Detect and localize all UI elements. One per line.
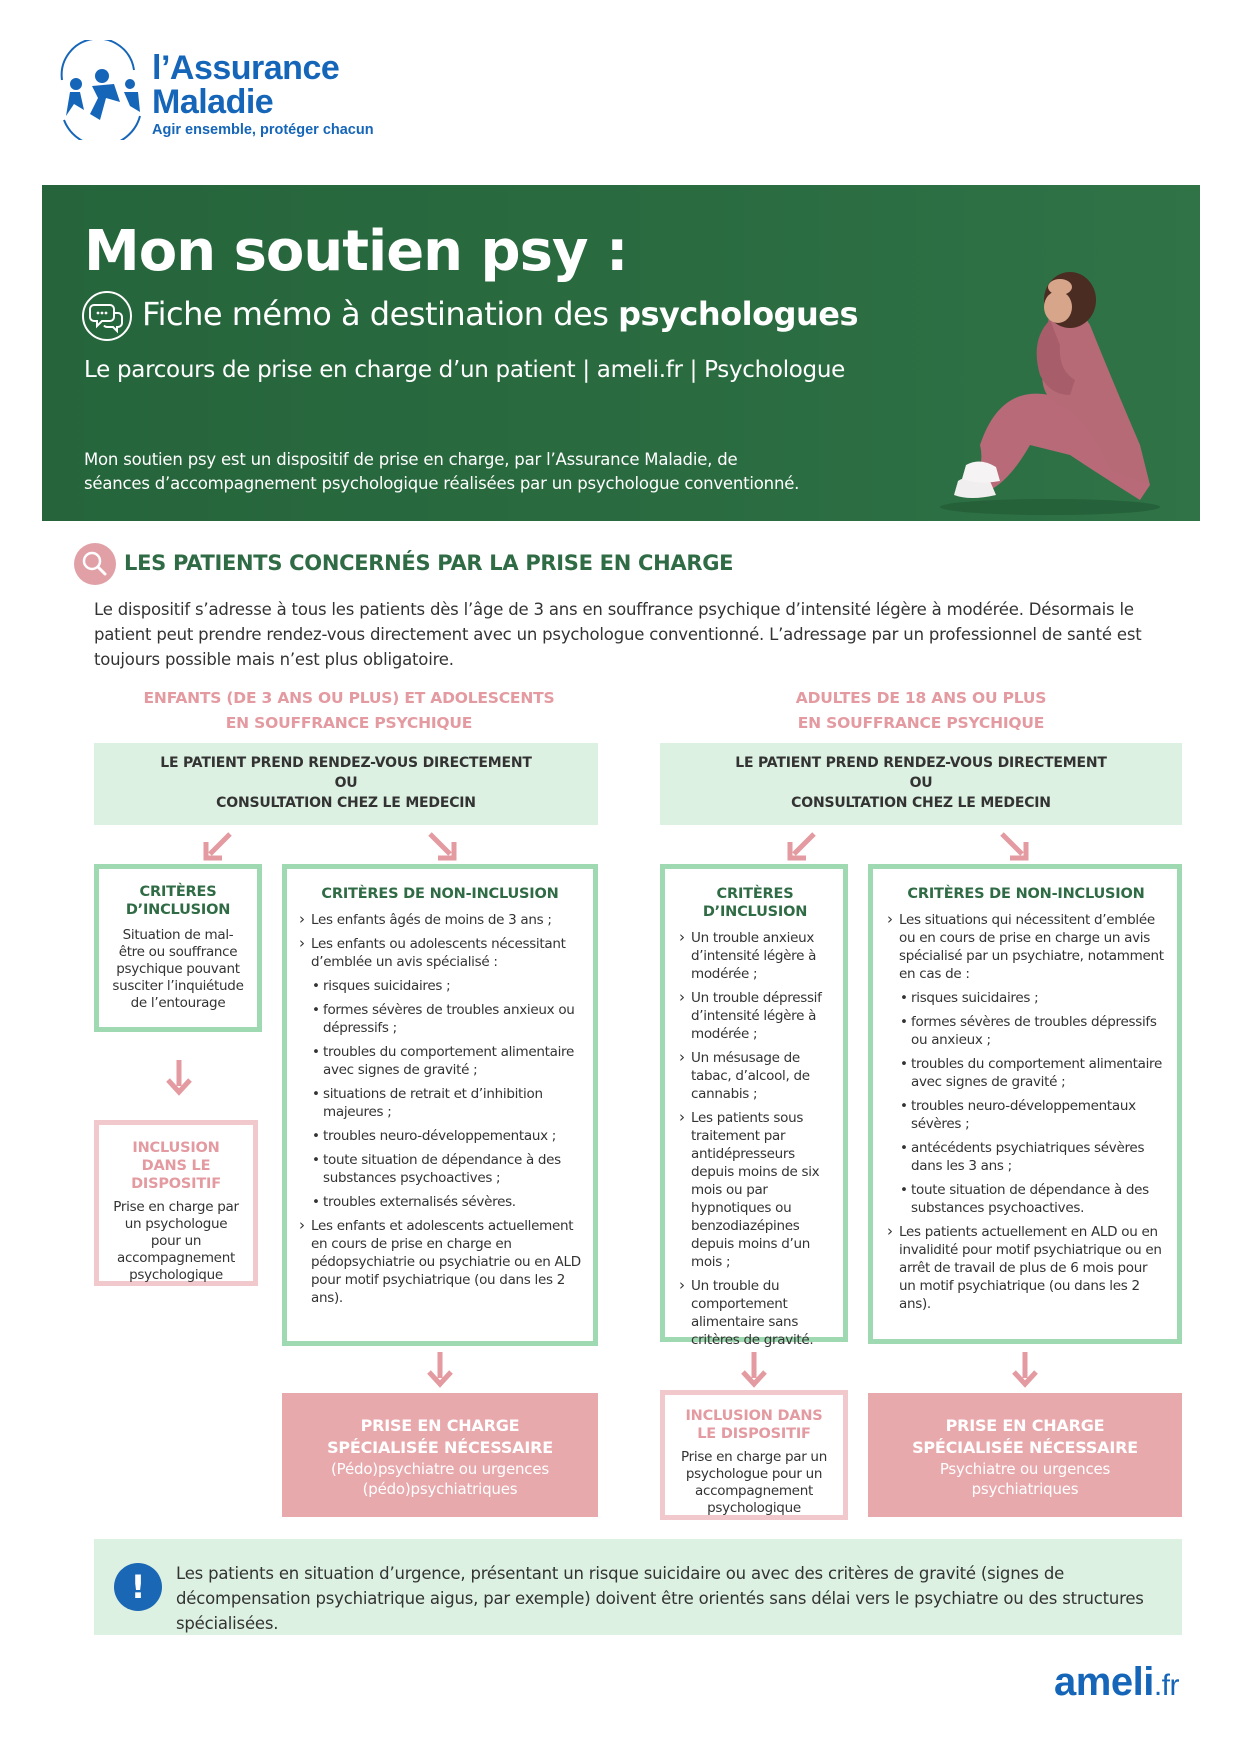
children-specialized-title-2: SPÉCIALISÉE NÉCESSAIRE <box>327 1438 553 1457</box>
list-item: › Les patients actuellement en ALD ou en invalidité pour motif psychiatrique ou en arrêt de travail de plus de 6 mois pour un motif psychiatrique (ou dans les 2 ans). <box>887 1223 1165 1313</box>
children-noninclusion-box <box>282 864 598 1346</box>
children-dispositif-text: Prise en charge par un psychologue pour un accompagnement psychologique <box>113 1199 239 1283</box>
exclamation-icon: ! <box>114 1563 162 1611</box>
sad-woman-illustration <box>900 245 1170 515</box>
list-item: • formes sévères de troubles anxieux ou dépressifs ; <box>311 1001 581 1037</box>
list-item: • troubles du comportement alimentaire avec signes de gravité ; <box>899 1055 1165 1091</box>
arrow-down-icon <box>1010 1350 1040 1390</box>
arrow-down-right-icon <box>424 828 460 864</box>
list-item: • situations de retrait et d’inhibition majeures ; <box>311 1085 581 1121</box>
page-title: Mon soutien psy : <box>84 219 628 284</box>
list-item: • toute situation de dépendance à des substances psychoactives ; <box>311 1151 581 1187</box>
header-banner <box>42 185 1200 521</box>
chat-bubbles-icon <box>82 291 132 341</box>
children-inclusion-text: Situation de mal-être ou souffrance psychique pouvant susciter l’inquiétude de l’entourage <box>112 927 244 1011</box>
arrow-down-left-icon <box>200 828 236 864</box>
children-dispositif-title: INCLUSION DANS LE DISPOSITIF <box>131 1140 221 1192</box>
page-subtitle: Fiche mémo à destination des psychologues <box>142 295 859 333</box>
list-item: › Les enfants âgés de moins de 3 ans ; <box>299 911 581 929</box>
children-inclusion-title: CRITÈRES D’INCLUSION <box>125 884 231 918</box>
adults-specialized-title-2: SPÉCIALISÉE NÉCESSAIRE <box>912 1438 1138 1457</box>
arrow-down-icon <box>739 1350 769 1390</box>
children-specialized-title: PRISE EN CHARGE <box>360 1416 520 1435</box>
list-item: • formes sévères de troubles dépressifs ou anxieux ; <box>899 1013 1165 1049</box>
adults-noninclusion-title: CRITÈRES DE NON-INCLUSION <box>907 886 1145 902</box>
list-item: • troubles du comportement alimentaire avec signes de gravité ; <box>311 1043 581 1079</box>
list-item: › Un trouble du comportement alimentaire sans critères de gravité. <box>679 1277 831 1349</box>
adults-noninclusion-box <box>868 864 1182 1344</box>
list-item: › Les patients sous traitement par antidépresseurs depuis moins de six mois ou par hypnotiques ou benzodiazépines depuis moins d’un mois ; <box>679 1109 831 1271</box>
list-item: › Les enfants et adolescents actuellement en cours de prise en charge en pédopsychiatrie ou psychiatrie ou en ALD pour motif psychiatrique (ou dans les 2 ans). <box>299 1217 581 1307</box>
adults-specialized-text: Psychiatre ou urgences psychiatriques <box>939 1460 1111 1498</box>
social-security-emblem-icon <box>44 40 154 140</box>
arrow-down-icon <box>425 1350 455 1390</box>
list-item: • risques suicidaires ; <box>899 989 1165 1007</box>
banner-breadcrumb-line: Le parcours de prise en charge d’un patient | ameli.fr | Psychologue <box>84 357 845 383</box>
section-title: LES PATIENTS CONCERNÉS PAR LA PRISE EN CHARGE <box>124 551 734 575</box>
list-item: › Un trouble dépressif d’intensité légère à modérée ; <box>679 989 831 1043</box>
assurance-maladie-logo <box>44 40 404 150</box>
adults-dispositif-text: Prise en charge par un psychologue pour un accompagnement psychologique <box>681 1449 827 1516</box>
list-item: › Un mésusage de tabac, d’alcool, de cannabis ; <box>679 1049 831 1103</box>
children-dispositif-box <box>94 1120 258 1286</box>
arrow-down-right-icon <box>996 828 1032 864</box>
adults-dispositif-box <box>660 1390 848 1520</box>
list-item: › Les enfants ou adolescents nécessitant d’emblée un avis spécialisé : • risques suicidaires ; • formes sévères de troubles anxieux ou dépressifs ; • troubles du comportement alimentaire avec signes de gravité ; • situations de retrait et d’inhibition majeures ; • troubles neuro-développementaux ; • toute situation de dépendance à des substances psychoactives ; • troubles externalisés sévères. <box>299 935 581 1211</box>
list-item: • antécédents psychiatriques sévères dans les 3 ans ; <box>899 1139 1165 1175</box>
banner-description: Mon soutien psy est un dispositif de prise en charge, par l’Assurance Maladie, de séances d’accompagnement psychologique réalisées par un psychologue conventionné. <box>84 450 800 493</box>
children-specialized-box <box>282 1393 598 1517</box>
alert-text: Les patients en situation d’urgence, présentant un risque suicidaire ou avec des critères de gravité (signes de décompensation psychiatrique aigus, par exemple) doivent être orientés sans délai vers le psychiatre ou des structures spécialisées. <box>176 1564 1144 1633</box>
list-item: › Un trouble anxieux d’intensité légère à modérée ; <box>679 929 831 983</box>
logo-tagline: Agir ensemble, protéger chacun <box>152 122 374 138</box>
magnifier-icon <box>74 543 116 585</box>
ameli-logo: ameli.fr <box>1054 1660 1179 1704</box>
list-item: • risques suicidaires ; <box>311 977 581 995</box>
children-entry-box: LE PATIENT PREND RENDEZ-VOUS DIRECTEMENT OU CONSULTATION CHEZ LE MEDECIN <box>94 743 598 825</box>
adults-inclusion-box <box>660 864 848 1348</box>
arrow-down-left-icon <box>784 828 820 864</box>
list-item: • troubles neuro-développementaux sévères ; <box>899 1097 1165 1133</box>
adults-dispositif-title: INCLUSION DANS LE DISPOSITIF <box>685 1408 823 1442</box>
logo-line-1: l’Assurance <box>152 49 340 87</box>
children-specialized-text: (Pédo)psychiatre ou urgences (pédo)psychiatriques <box>331 1460 549 1498</box>
adults-entry-box: LE PATIENT PREND RENDEZ-VOUS DIRECTEMENT OU CONSULTATION CHEZ LE MEDECIN <box>660 743 1182 825</box>
adults-specialized-title: PRISE EN CHARGE <box>945 1416 1105 1435</box>
adults-column-heading: ADULTES DE 18 ANS OU PLUS EN SOUFFRANCE PSYCHIQUE <box>795 689 1047 732</box>
adults-inclusion-title: CRITÈRES D’INCLUSION <box>702 886 808 920</box>
children-inclusion-box <box>94 864 262 1032</box>
adults-specialized-box <box>868 1393 1182 1517</box>
children-noninclusion-title: CRITÈRES DE NON-INCLUSION <box>321 886 559 902</box>
list-item: • toute situation de dépendance à des substances psychoactives. <box>899 1181 1165 1217</box>
urgent-alert-box <box>94 1539 1182 1635</box>
arrow-down-icon <box>164 1058 194 1098</box>
section-intro: Le dispositif s’adresse à tous les patients dès l’âge de 3 ans en souffrance psychique d’intensité légère à modérée. Désormais le patient peut prendre rendez-vous directement avec un psychologue conventionné. L’adressage par un professionnel de santé est toujours possible mais n’est plus obligatoire. <box>94 600 1142 669</box>
children-column-heading: ENFANTS (DE 3 ANS OU PLUS) ET ADOLESCENTS EN SOUFFRANCE PSYCHIQUE <box>143 689 555 732</box>
list-item: • troubles neuro-développementaux ; <box>311 1127 581 1145</box>
list-item: › Les situations qui nécessitent d’emblée ou en cours de prise en charge un avis spécialisé par un psychiatre, notamment en cas de : • risques suicidaires ; • formes sévères de troubles dépressifs ou anxieux ; • troubles du comportement alimentaire avec signes de gravité ; • troubles neuro-développementaux sévères ; • antécédents psychiatriques sévères dans les 3 ans ; • toute situation de dépendance à des substances psychoactives. <box>887 911 1165 1217</box>
list-item: • troubles externalisés sévères. <box>311 1193 581 1211</box>
logo-line-2: Maladie <box>152 83 274 121</box>
